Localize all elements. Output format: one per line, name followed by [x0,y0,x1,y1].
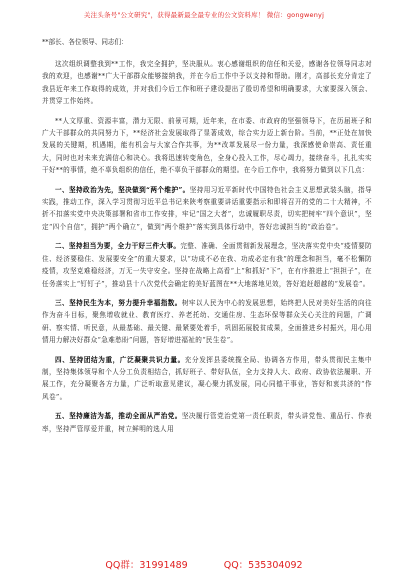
paragraph-text: 完整、准确、全面贯彻新发展理念，坚决落实党中央“疫情要防住、经济要稳住、发展要安全”的重大要求，以“功成不必在我、功成必定有我”的理念和担当，毫不松懈防疫情，攻坚克难稳经济，万无一失守安全。坚持在战略上高看“上”和抓好“下”，在有序推进上“担担子”，在任务落实上“钉钉子”，推动县十八次党代会确定的美好蓝图在**大地落地见效，答好追赶超越的“发展卷”。 [42,242,372,288]
paragraph-point-3 [42,297,372,347]
paragraph-point-2 [42,240,372,290]
paragraph-text: 充分发挥县委统揽全局、协调各方作用，带头贯彻民主集中制，坚持集体领导和个人分工负责相结合，抓好班子、带好队伍，全力支持人大、政府、政协依法履职、开展工作，充分凝聚各方力量，广泛听取意见建议，凝心聚力抓发展，同心同德干事业，答好和衷共济的“作风卷”。 [42,355,372,401]
footer-contact [0,557,408,571]
document-body [42,36,372,442]
paragraph-lead: 四、坚持团结为重，广泛凝聚共识力量。 [55,355,185,364]
paragraph-lead: 二、坚持担当为要，全力干好三件大事。 [55,242,181,251]
paragraph-context [42,115,372,177]
paragraph-intro [42,58,372,108]
paragraph-point-5 [42,410,372,435]
footer-qq-group: QQ群：31991489 [105,560,188,571]
paragraph-text: 坚持用习近平新时代中国特色社会主义思想武装头脑，指导实践，推动工作，深入学习贯彻习近平总书记来陕考察重要讲话重要指示和即将召开的党的二十大精神，不折不扣落实党中央决策部署和省市工作安排，牢记“国之大者”，忠诚履职尽责，切实把树牢“四个意识”，坚定“四个自信”，拥护“两个确立”，做到“两个维护”落实到具体行动中，答好忠诚担当的“政治卷”。 [42,185,372,231]
paragraph-lead: 五、坚持廉洁为基，推动全面从严治党。 [55,412,182,421]
paragraph-text: 坚决履行管党治党第一责任职责，带头讲党性、重品行、作表率，坚持严管厚爱并重，树立鲜明的选人用 [42,412,372,433]
paragraph-lead: 三、坚持民生为本，努力提升幸福指数。 [55,298,182,307]
paragraph-point-4 [42,354,372,404]
greeting: **部长、各位领导、同志们： [42,38,128,46]
paragraph-text: 树牢以人民为中心的发展思想，始终把人民对美好生活的向往作为奋斗目标，聚焦增收就业、教育医疗、养老托幼、交通住房、生态环保等群众关心关注的问题，广调研、察实情、听民意，从最基础、最关键、最紧要处着手，巩固拓展脱贫成果，全面推进乡村振兴，用心用情用力解决好群众“急难愁盼”问题，答好增进福祉的“民生卷”。 [42,298,372,345]
paragraph-point-1 [42,184,372,234]
footer-qq: QQ：535304092 [223,560,303,571]
paragraph-text: 这次组织调整我到**工作，我完全拥护，坚决服从。衷心感谢组织的信任和关爱，感谢各位领导同志对我的欢迎，也感谢**广大干部群众能够接纳我，并在今后工作中予以支持和帮助。刚才，高部长充分肯定了我县近年来工作取得的成效，并对我们今后工作和班子建设提出了殷切希望和明确要求，大家要深入领会、并贯穿工作始终。 [42,60,372,106]
paragraph-lead: 一、坚持政治为先，坚决做到“两个维护”。 [55,185,190,194]
header-banner: 关注头条号"公文研究"，获得最新最全最专业的公文资料库！ 微信：gongwenyj [83,11,325,19]
paragraph-text: **人文厚重、资源丰富，潜力无限、前景可期，近年来，在市委、市政府的坚强领导下，在历届班子和广大干部群众的共同努力下，**经济社会发展取得了显著成效，综合实力迈上新台阶。当前，**正处在加快发展的关键期，机遇期，能有机会与大家合作共事，为**改革发展尽一份力量，我深感使命崇高、责任重大，同时也对未来充满信心和决心。我将迅速转变角色，全身心投入工作，尽心竭力，接续奋斗，扎扎实实干好**的事情，绝不辜负组织的信任，绝不辜负干部群众的期望。在今后工作中，我将努力做到以下几点： [42,116,372,175]
